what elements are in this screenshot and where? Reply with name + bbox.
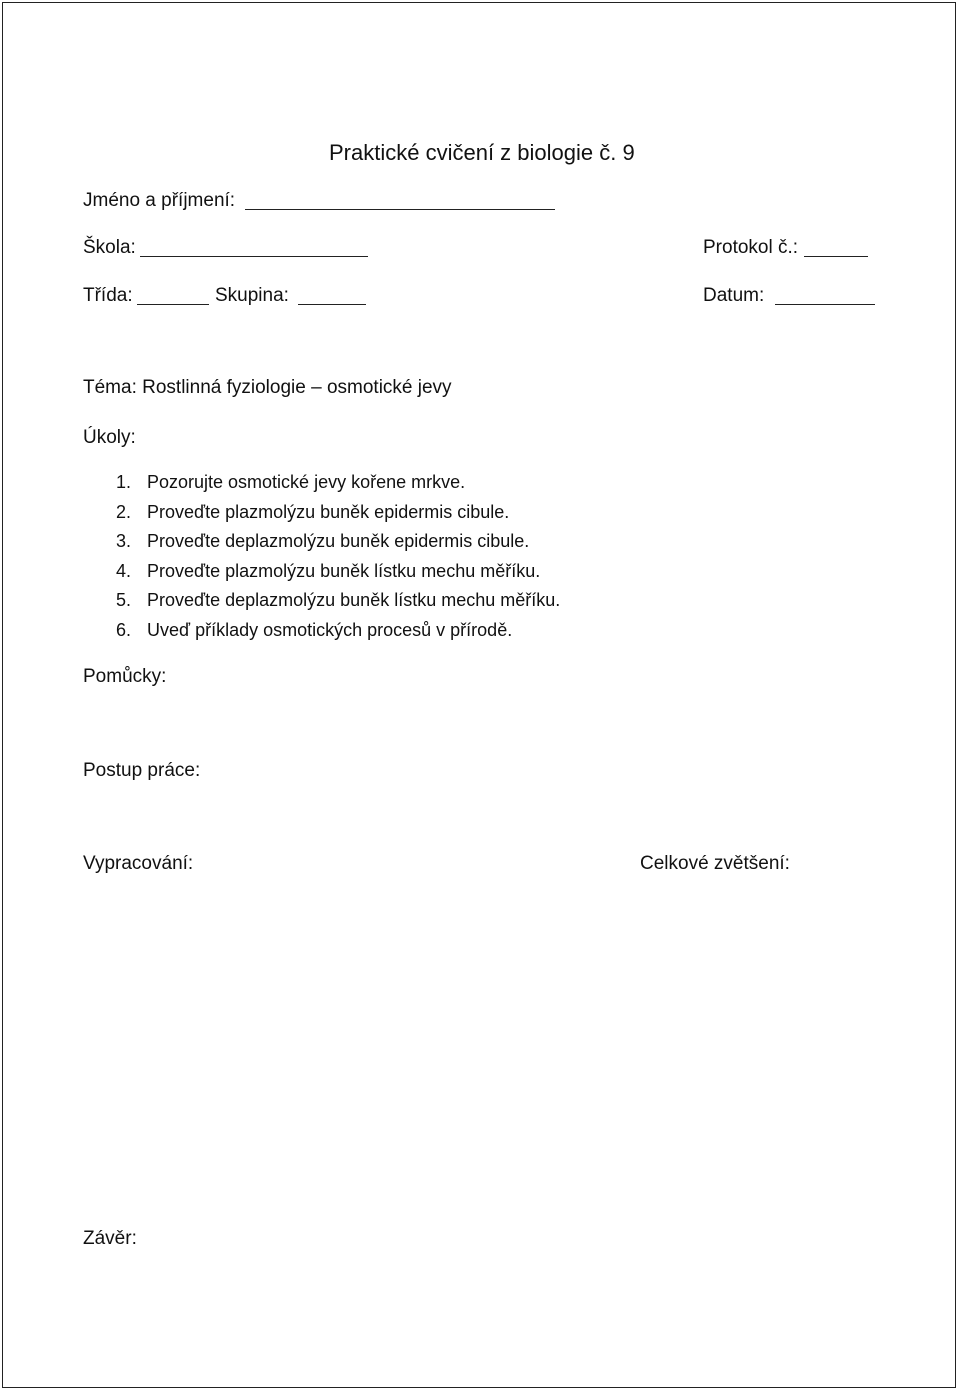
task-number: 6.	[116, 619, 132, 640]
school-label: Škola:	[83, 237, 136, 258]
class-label: Třída:	[83, 285, 133, 306]
task-text: Proveďte deplazmolýzu buněk epidermis cibule.	[147, 531, 530, 552]
date-blank	[775, 304, 875, 305]
procedure-heading: Postup práce:	[83, 760, 201, 781]
group-label: Skupina:	[215, 285, 289, 306]
task-text: Proveďte plazmolýzu buněk epidermis cibule.	[147, 501, 510, 522]
task-number: 3.	[116, 531, 132, 552]
task-text: Proveďte plazmolýzu buněk lístku mechu měříku.	[147, 560, 541, 581]
task-text: Pozorujte osmotické jevy kořene mrkve.	[147, 472, 466, 492]
group-blank	[298, 304, 366, 305]
task-text: Uveď příklady osmotických procesů v přírodě.	[147, 619, 513, 640]
tasks-heading: Úkoly:	[83, 427, 136, 448]
task-number: 1.	[116, 472, 132, 492]
task-text: Proveďte deplazmolýzu buněk lístku mechu měříku.	[147, 590, 561, 611]
class-blank	[137, 304, 209, 305]
name-blank	[245, 209, 555, 210]
task-number: 2.	[116, 501, 132, 522]
document-title: Praktické cvičení z biologie č. 9	[329, 140, 635, 165]
school-blank	[140, 256, 368, 257]
protocol-label: Protokol č.:	[703, 237, 799, 258]
name-label: Jméno a příjmení:	[83, 190, 236, 211]
topic-line: Téma: Rostlinná fyziologie – osmotické jevy	[83, 377, 452, 398]
date-label: Datum:	[703, 285, 765, 306]
task-number: 5.	[116, 590, 132, 611]
elaboration-heading: Vypracování:	[83, 853, 194, 874]
protocol-blank	[804, 256, 868, 257]
task-number: 4.	[116, 560, 132, 581]
magnification-label: Celkové zvětšení:	[640, 853, 790, 874]
tools-heading: Pomůcky:	[83, 666, 167, 687]
conclusion-heading: Závěr:	[83, 1228, 137, 1249]
